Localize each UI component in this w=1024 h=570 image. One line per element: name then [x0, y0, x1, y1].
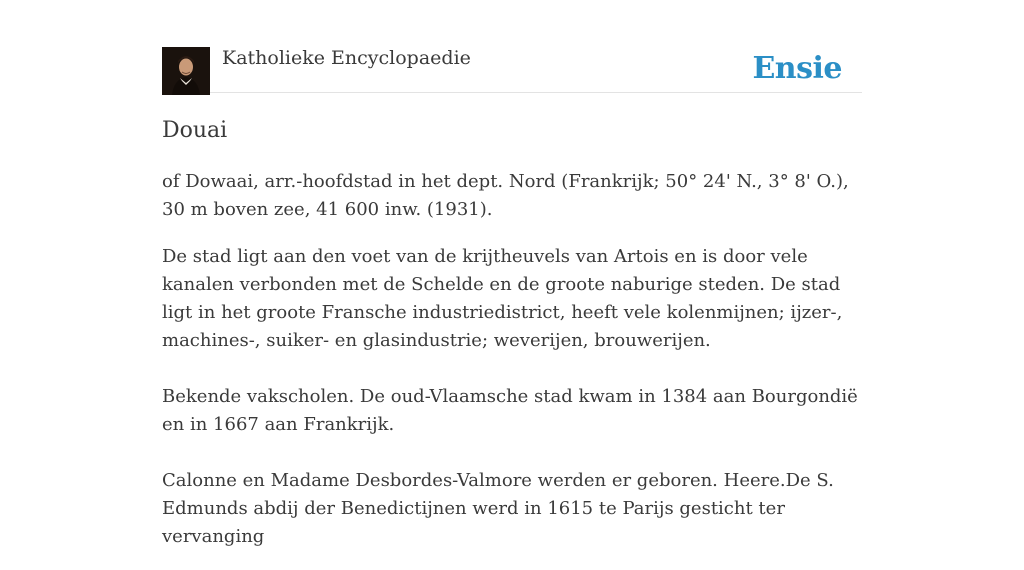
article-body	[162, 168, 867, 570]
article-paragraph: De stad ligt aan den voet van de krijtheuvels van Artois en is door vele kanalen verbonden met de Schelde en de groote naburige steden. De stad ligt in het groote Fransche industriedistrict, heeft vele kolenmijnen; ijzer-, machines-, suiker- en glasindustrie; weverijen, brouwerijen.	[162, 246, 843, 351]
portrait-avatar[interactable]	[162, 47, 210, 95]
brand-logo[interactable]: Ensie	[752, 51, 842, 86]
portrait-icon	[162, 47, 210, 95]
article-paragraph: of Dowaai, arr.-hoofdstad in het dept. Nord (Frankrijk; 50° 24' N., 3° 8' O.), 30 m boven zee, 41 600 inw. (1931).	[162, 171, 849, 220]
site-header	[162, 46, 862, 93]
article-paragraph: Calonne en Madame Desbordes-Valmore werden er geboren. Heere.De S. Edmunds abdij der Benedictijnen werd in 1615 te Parijs gesticht ter vervanging	[162, 470, 834, 547]
article-paragraph: Bekende vakscholen. De oud-Vlaamsche stad kwam in 1384 aan Bourgondië en in 1667 aan Frankrijk.	[162, 386, 858, 435]
page-title: Douai	[162, 118, 228, 143]
source-title[interactable]: Katholieke Encyclopaedie	[222, 47, 471, 69]
